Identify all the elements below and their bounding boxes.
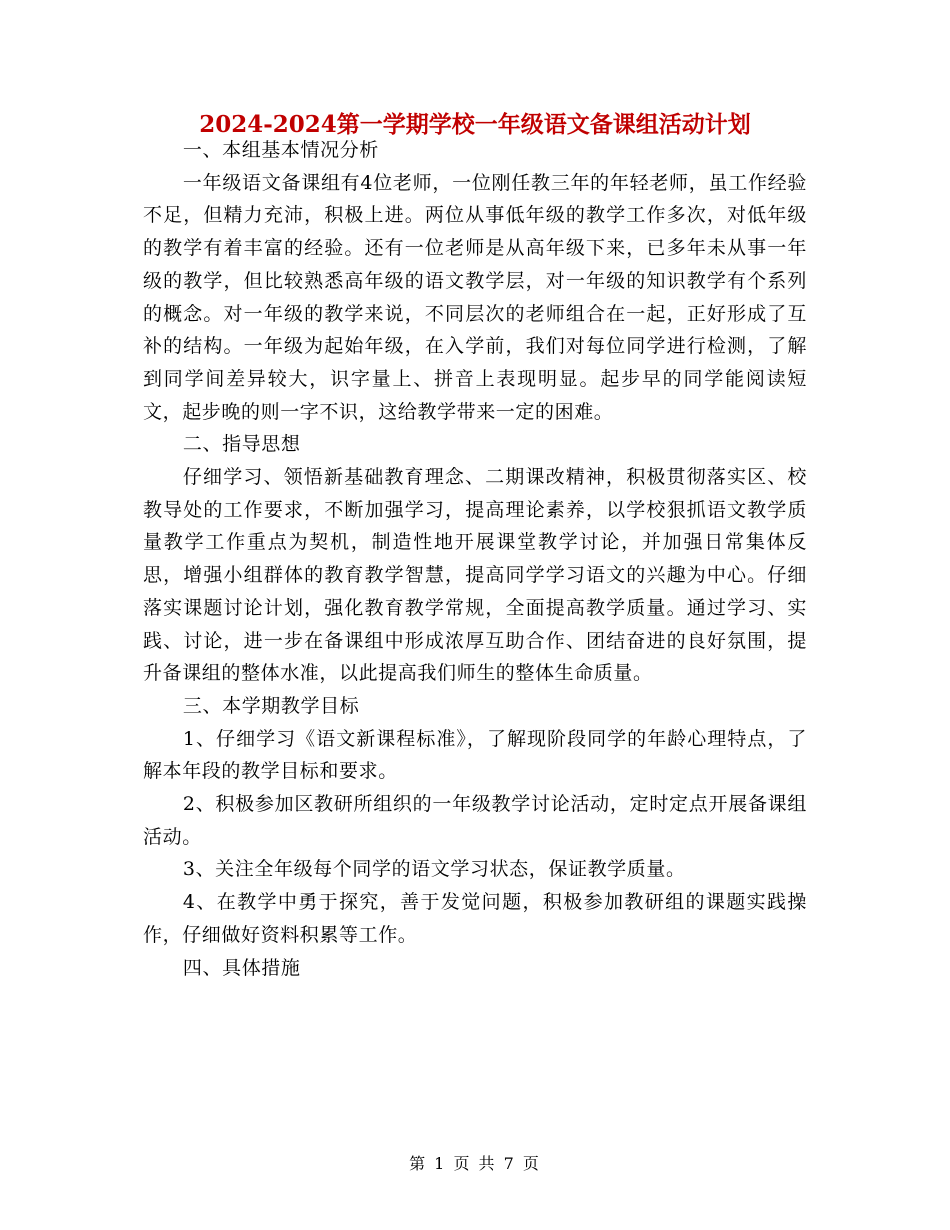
goal-item-4: 4、在教学中勇于探究，善于发觉问题，积极参加教研组的课题实践操作，仔细做好资料积累等工作。	[143, 891, 807, 946]
document-title: 2024-2024第一学期学校一年级语文备课组活动计划	[199, 111, 751, 138]
goal-item-1: 1、仔细学习《语文新课程标准》，了解现阶段同学的年龄心理特点，了解本年段的教学目标和要求。	[143, 727, 807, 783]
section-heading-situation: 一、本组基本情况分析	[182, 139, 379, 161]
page-footer: 第 1 页 共 7 页	[409, 1154, 541, 1173]
section-heading-guiding-idea: 二、指导思想	[182, 433, 301, 456]
section-heading-measures: 四、具体措施	[182, 956, 301, 979]
goal-item-3: 3、关注全年级每个同学的语文学习状态，保证教学质量。	[182, 858, 686, 881]
section-heading-goals: 三、本学期教学目标	[182, 694, 360, 717]
document-body	[143, 134, 807, 984]
goal-item-2: 2、积极参加区教研所组织的一年级教学讨论活动，定时定点开展备课组活动。	[143, 793, 807, 848]
paragraph-situation: 一年级语文备课组有4位老师，一位刚任教三年的年轻老师，虽工作经验不足，但精力充沛，积极上进。两位从事低年级的教学工作多次，对低年级的教学有着丰富的经验。还有一位老师是从高年级下来，已多年未从事一年级的教学，但比较熟悉高年级的语文教学层，对一年级的知识教学有个系列的概念。对一年级的教学来说，不同层次的老师组合在一起，正好形成了互补的结构。一年级为起始年级，在入学前，我们对每位同学进行检测，了解到同学间差异较大，识字量上、拼音上表现明显。起步早的同学能阅读短文，起步晚的则一字不识，这给教学带来一定的困难。	[143, 171, 807, 423]
paragraph-guiding-idea: 仔细学习、领悟新基础教育理念、二期课改精神，积极贯彻落实区、校教导处的工作要求，不断加强学习，提高理论素养，以学校狠抓语文教学质量教学工作重点为契机，制造性地开展课堂教学讨论，并加强日常集体反思，增强小组群体的教育教学智慧，提高同学学习语文的兴趣为中心。仔细落实课题讨论计划，强化教育教学常规，全面提高教学质量。通过学习、实践、讨论，进一步在备课组中形成浓厚互助合作、团结奋进的良好氛围，提升备课组的整体水准，以此提高我们师生的整体生命质量。	[143, 466, 807, 685]
